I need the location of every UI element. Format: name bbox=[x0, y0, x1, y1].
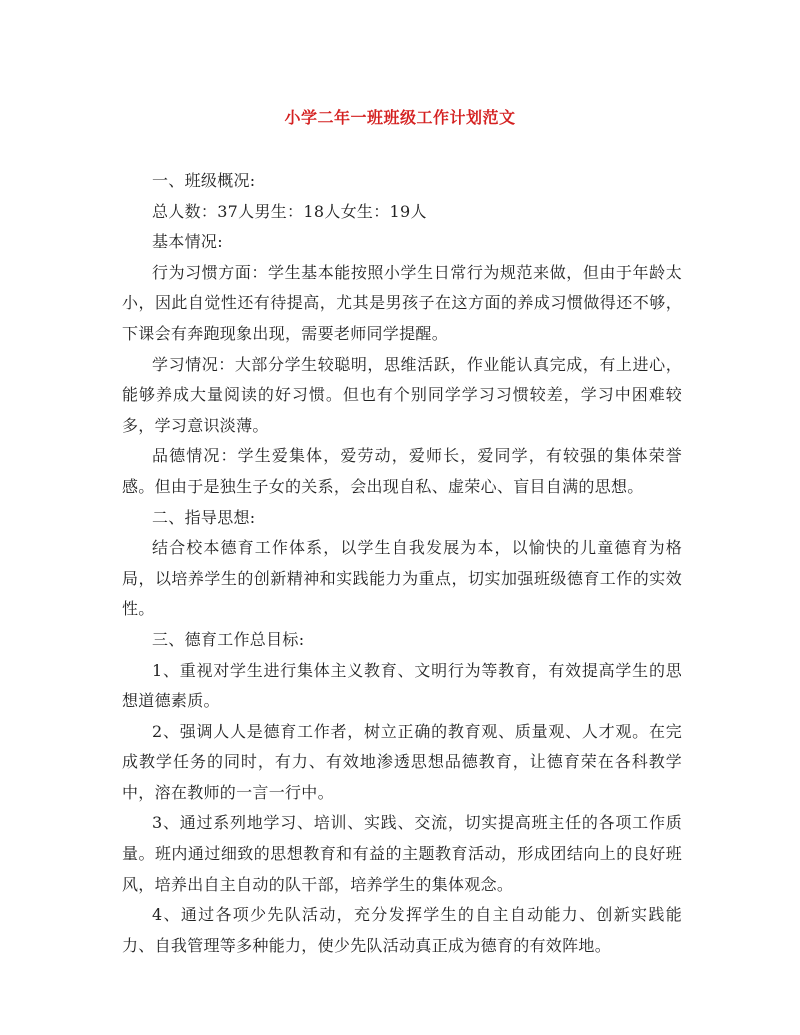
behavior-habits-paragraph: 行为习惯方面：学生基本能按照小学生日常行为规范来做，但由于年龄太小，因此自觉性还有待提高，尤其是男孩子在这方面的养成习惯做得还不够，下课会有奔跑现象出现，需要老师同学提醒。 bbox=[122, 262, 682, 343]
goal-item-2: 2、强调人人是德育工作者，树立正确的教育观、质量观、人才观。在完成教学任务的同时，有力、有效地渗透思想品德教育，让德育荣在各科教学中，溶在教师的一言一行中。 bbox=[122, 721, 682, 802]
document-title: 小学二年一班班级工作计划范文 bbox=[284, 108, 516, 127]
study-situation-paragraph: 学习情况：大部分学生较聪明，思维活跃，作业能认真完成，有上进心，能够养成大量阅读的好习惯。但也有个别同学学习习惯较差，学习中困难较多，学习意识淡薄。 bbox=[122, 354, 682, 435]
goal-item-3: 3、通过系列地学习、培训、实践、交流，切实提高班主任的各项工作质量。班内通过细致的思想教育和有益的主题教育活动，形成团结向上的良好班风，培养出自主自动的队干部，培养学生的集体观念。 bbox=[122, 813, 682, 894]
section-heading-moral-goals: 三、德育工作总目标: bbox=[152, 629, 305, 649]
moral-situation-paragraph: 品德情况：学生爱集体，爱劳动，爱师长，爱同学，有较强的集体荣誉感。但由于是独生子女的关系，会出现自私、虚荣心、盲目自满的思想。 bbox=[122, 446, 682, 496]
goal-item-4: 4、通过各项少先队活动，充分发挥学生的自主自动能力、创新实践能力、自我管理等多种能力，使少先队活动真正成为德育的有效阵地。 bbox=[122, 905, 682, 955]
section-heading-class-overview: 一、班级概况: bbox=[152, 171, 256, 190]
guiding-ideology-paragraph: 结合校本德育工作体系，以学生自我发展为本，以愉快的儿童德育为格局，以培养学生的创新精神和实践能力为重点，切实加强班级德育工作的实效性。 bbox=[122, 538, 682, 619]
goal-item-1: 1、重视对学生进行集体主义教育、文明行为等教育，有效提高学生的思想道德素质。 bbox=[122, 660, 682, 711]
basic-situation-label: 基本情况: bbox=[152, 232, 223, 252]
document-body bbox=[122, 166, 682, 961]
section-heading-guiding-ideology: 二、指导思想: bbox=[152, 507, 256, 527]
student-count-line: 总人数：37人男生：18人女生：19人 bbox=[152, 201, 427, 221]
